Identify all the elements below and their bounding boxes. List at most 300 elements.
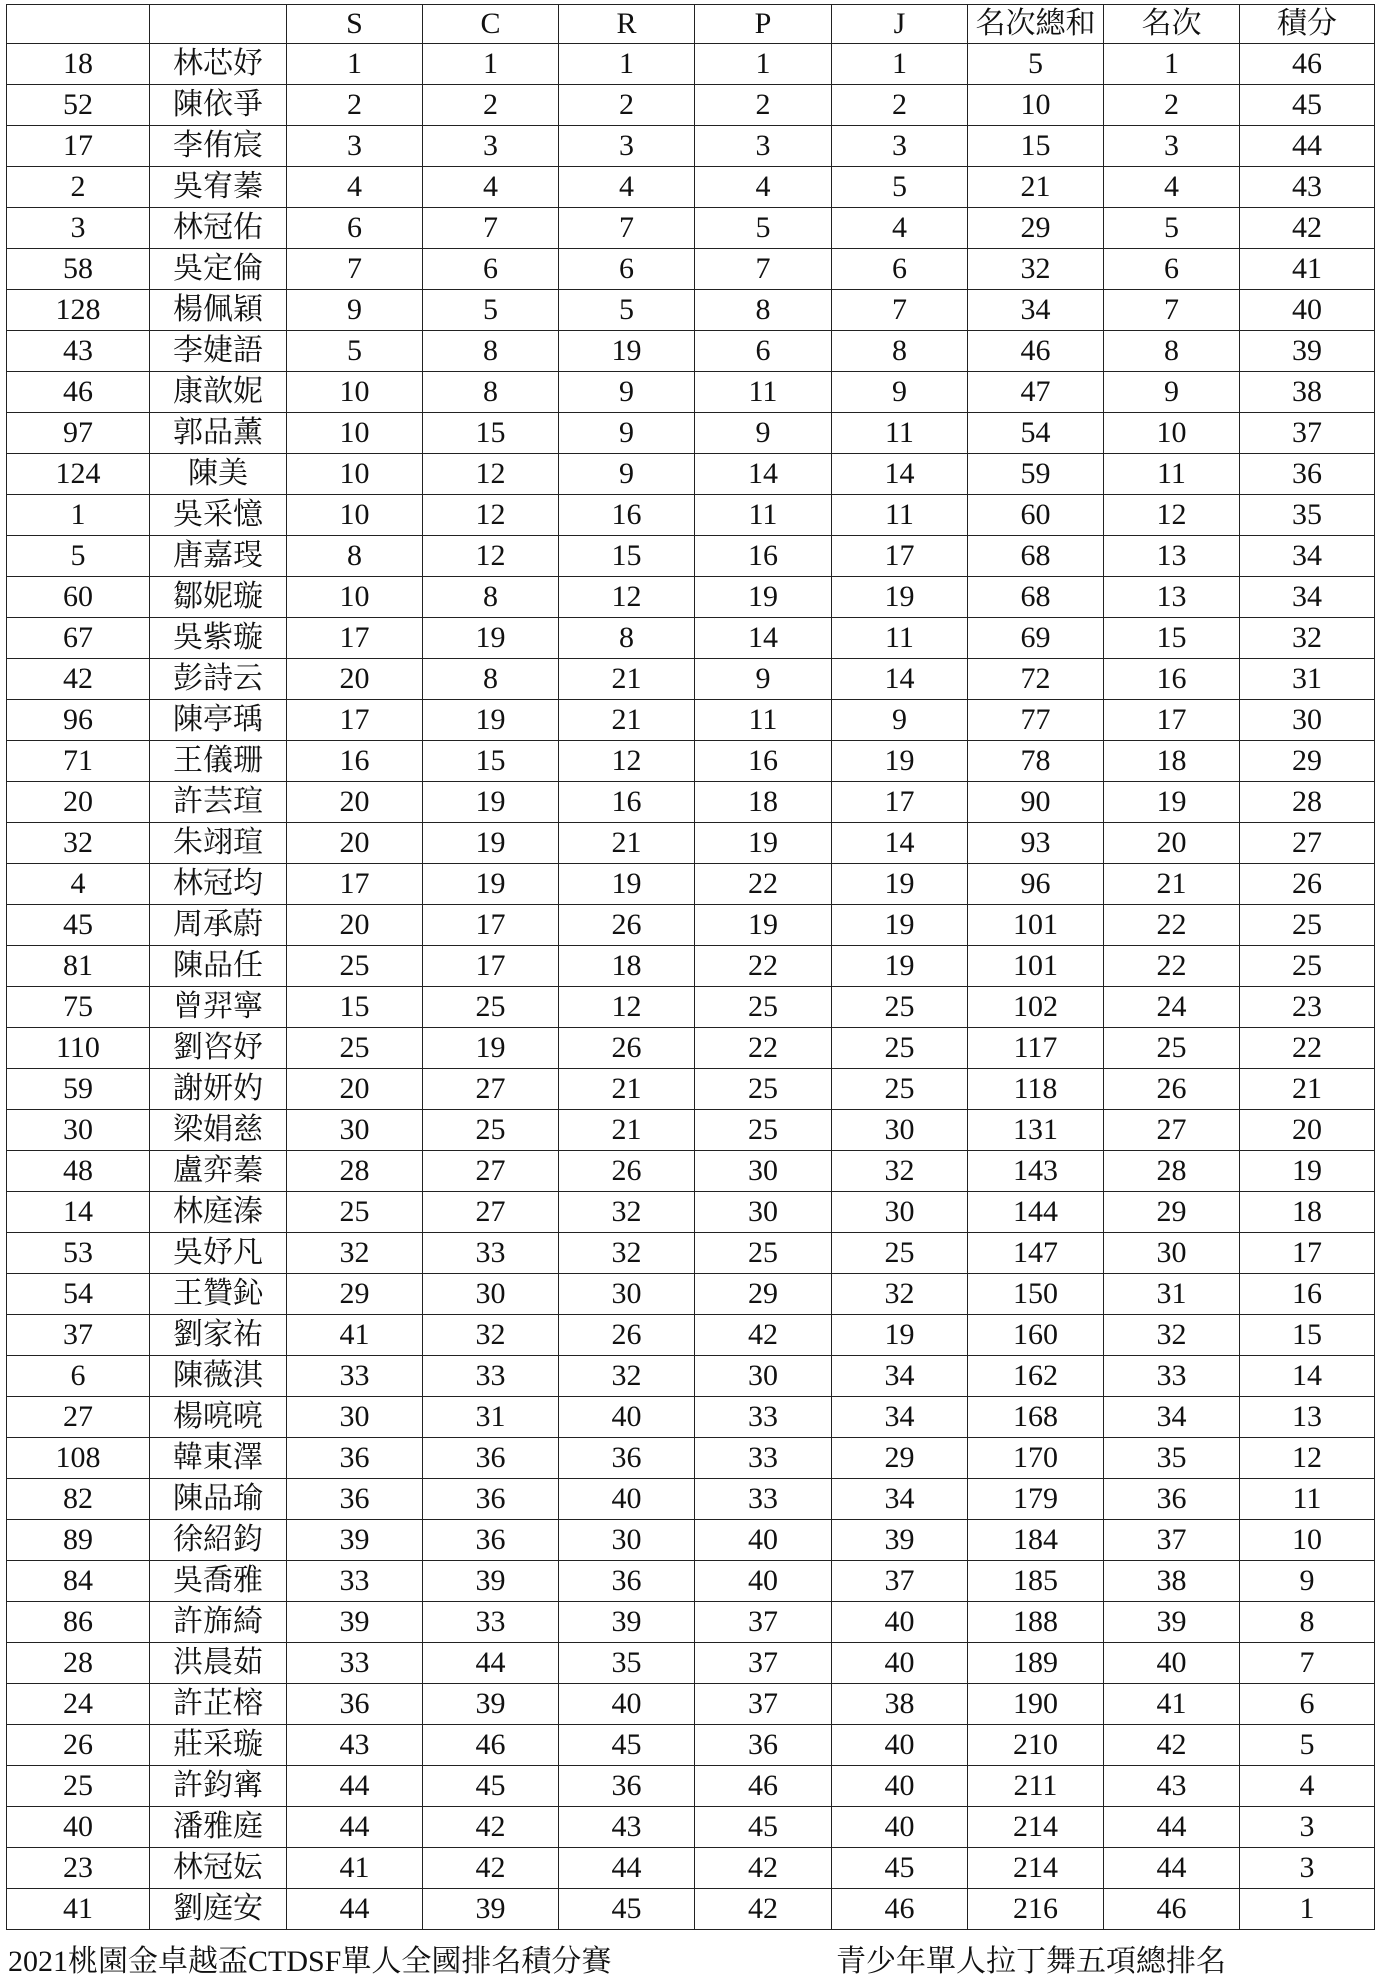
- competitor-number-cell: 2: [7, 167, 150, 208]
- competitor-name-cell: 劉咨妤: [150, 1028, 287, 1069]
- chacha-rank-cell: 15: [423, 413, 559, 454]
- overall-rank-cell: 39: [1104, 1602, 1240, 1643]
- jive-rank-cell: 25: [832, 1028, 968, 1069]
- competitor-name-cell: 林冠妘: [150, 1848, 287, 1889]
- table-row: [7, 1684, 1375, 1725]
- competitor-name-cell: 康歆妮: [150, 372, 287, 413]
- table-row: [7, 372, 1375, 413]
- pasodoble-rank-cell: 6: [695, 331, 832, 372]
- points-cell: 31: [1240, 659, 1375, 700]
- rumba-rank-cell: 4: [559, 167, 695, 208]
- pasodoble-rank-cell: 9: [695, 659, 832, 700]
- competitor-number-cell: 75: [7, 987, 150, 1028]
- samba-rank-cell: 33: [287, 1643, 423, 1684]
- jive-rank-cell: 1: [832, 44, 968, 85]
- jive-rank-cell: 17: [832, 536, 968, 577]
- chacha-rank-cell: 39: [423, 1561, 559, 1602]
- chacha-rank-cell: 6: [423, 249, 559, 290]
- jive-rank-cell: 46: [832, 1889, 968, 1930]
- overall-rank-cell: 16: [1104, 659, 1240, 700]
- header-rank: 名次: [1104, 5, 1240, 44]
- table-header: [7, 5, 1375, 44]
- jive-rank-cell: 25: [832, 1233, 968, 1274]
- rumba-rank-cell: 2: [559, 85, 695, 126]
- table-row: [7, 1274, 1375, 1315]
- rumba-rank-cell: 5: [559, 290, 695, 331]
- pasodoble-rank-cell: 25: [695, 1110, 832, 1151]
- jive-rank-cell: 29: [832, 1438, 968, 1479]
- chacha-rank-cell: 17: [423, 946, 559, 987]
- rumba-rank-cell: 32: [559, 1192, 695, 1233]
- rumba-rank-cell: 40: [559, 1479, 695, 1520]
- samba-rank-cell: 20: [287, 782, 423, 823]
- table-row: [7, 1766, 1375, 1807]
- rank-sum-cell: 90: [968, 782, 1104, 823]
- pasodoble-rank-cell: 37: [695, 1643, 832, 1684]
- points-cell: 3: [1240, 1848, 1375, 1889]
- jive-rank-cell: 11: [832, 618, 968, 659]
- samba-rank-cell: 29: [287, 1274, 423, 1315]
- rank-sum-cell: 117: [968, 1028, 1104, 1069]
- header-rumba: R: [559, 5, 695, 44]
- rank-sum-cell: 189: [968, 1643, 1104, 1684]
- table-row: [7, 659, 1375, 700]
- points-cell: 3: [1240, 1807, 1375, 1848]
- rank-sum-cell: 147: [968, 1233, 1104, 1274]
- rumba-rank-cell: 36: [559, 1766, 695, 1807]
- competitor-number-cell: 108: [7, 1438, 150, 1479]
- page-footer: [8, 1942, 1372, 1982]
- rank-sum-cell: 214: [968, 1807, 1104, 1848]
- competitor-number-cell: 52: [7, 85, 150, 126]
- table-row: [7, 249, 1375, 290]
- competitor-number-cell: 25: [7, 1766, 150, 1807]
- samba-rank-cell: 25: [287, 946, 423, 987]
- jive-rank-cell: 9: [832, 372, 968, 413]
- competitor-number-cell: 18: [7, 44, 150, 85]
- competitor-number-cell: 84: [7, 1561, 150, 1602]
- header-chacha: C: [423, 5, 559, 44]
- samba-rank-cell: 8: [287, 536, 423, 577]
- rumba-rank-cell: 36: [559, 1438, 695, 1479]
- points-cell: 13: [1240, 1397, 1375, 1438]
- pasodoble-rank-cell: 11: [695, 372, 832, 413]
- rank-sum-cell: 34: [968, 290, 1104, 331]
- competitor-name-cell: 吳定倫: [150, 249, 287, 290]
- competitor-name-cell: 莊采璇: [150, 1725, 287, 1766]
- rumba-rank-cell: 19: [559, 864, 695, 905]
- table-row: [7, 126, 1375, 167]
- samba-rank-cell: 17: [287, 864, 423, 905]
- table-row: [7, 1356, 1375, 1397]
- chacha-rank-cell: 7: [423, 208, 559, 249]
- points-cell: 20: [1240, 1110, 1375, 1151]
- points-cell: 17: [1240, 1233, 1375, 1274]
- category-title: 青少年單人拉丁舞五項總排名: [836, 1945, 1226, 1978]
- pasodoble-rank-cell: 46: [695, 1766, 832, 1807]
- pasodoble-rank-cell: 3: [695, 126, 832, 167]
- jive-rank-cell: 39: [832, 1520, 968, 1561]
- samba-rank-cell: 6: [287, 208, 423, 249]
- overall-rank-cell: 29: [1104, 1192, 1240, 1233]
- competitor-number-cell: 81: [7, 946, 150, 987]
- overall-rank-cell: 5: [1104, 208, 1240, 249]
- pasodoble-rank-cell: 8: [695, 290, 832, 331]
- pasodoble-rank-cell: 33: [695, 1397, 832, 1438]
- samba-rank-cell: 36: [287, 1684, 423, 1725]
- samba-rank-cell: 15: [287, 987, 423, 1028]
- overall-rank-cell: 37: [1104, 1520, 1240, 1561]
- competitor-number-cell: 43: [7, 331, 150, 372]
- overall-rank-cell: 13: [1104, 536, 1240, 577]
- chacha-rank-cell: 19: [423, 823, 559, 864]
- competitor-number-cell: 59: [7, 1069, 150, 1110]
- rumba-rank-cell: 45: [559, 1725, 695, 1766]
- competitor-name-cell: 陳亭瑀: [150, 700, 287, 741]
- rumba-rank-cell: 44: [559, 1848, 695, 1889]
- jive-rank-cell: 14: [832, 659, 968, 700]
- overall-rank-cell: 44: [1104, 1848, 1240, 1889]
- points-cell: 4: [1240, 1766, 1375, 1807]
- jive-rank-cell: 19: [832, 1315, 968, 1356]
- rumba-rank-cell: 9: [559, 454, 695, 495]
- competitor-number-cell: 26: [7, 1725, 150, 1766]
- rank-sum-cell: 59: [968, 454, 1104, 495]
- competitor-name-cell: 周承蔚: [150, 905, 287, 946]
- pasodoble-rank-cell: 42: [695, 1848, 832, 1889]
- pasodoble-rank-cell: 11: [695, 700, 832, 741]
- chacha-rank-cell: 5: [423, 290, 559, 331]
- rumba-rank-cell: 21: [559, 823, 695, 864]
- pasodoble-rank-cell: 22: [695, 864, 832, 905]
- jive-rank-cell: 11: [832, 495, 968, 536]
- rumba-rank-cell: 19: [559, 331, 695, 372]
- rank-sum-cell: 96: [968, 864, 1104, 905]
- competitor-number-cell: 41: [7, 1889, 150, 1930]
- competitor-name-cell: 吳喬雅: [150, 1561, 287, 1602]
- pasodoble-rank-cell: 29: [695, 1274, 832, 1315]
- rank-sum-cell: 190: [968, 1684, 1104, 1725]
- competitor-name-cell: 曾羿寧: [150, 987, 287, 1028]
- overall-rank-cell: 35: [1104, 1438, 1240, 1479]
- rumba-rank-cell: 26: [559, 1315, 695, 1356]
- points-cell: 5: [1240, 1725, 1375, 1766]
- pasodoble-rank-cell: 42: [695, 1315, 832, 1356]
- samba-rank-cell: 5: [287, 331, 423, 372]
- chacha-rank-cell: 19: [423, 1028, 559, 1069]
- points-cell: 42: [1240, 208, 1375, 249]
- samba-rank-cell: 1: [287, 44, 423, 85]
- samba-rank-cell: 44: [287, 1889, 423, 1930]
- pasodoble-rank-cell: 14: [695, 454, 832, 495]
- header-row: [7, 5, 1375, 44]
- pasodoble-rank-cell: 16: [695, 536, 832, 577]
- competitor-number-cell: 5: [7, 536, 150, 577]
- samba-rank-cell: 20: [287, 823, 423, 864]
- table-row: [7, 1110, 1375, 1151]
- chacha-rank-cell: 4: [423, 167, 559, 208]
- chacha-rank-cell: 8: [423, 577, 559, 618]
- competitor-name-cell: 潘雅庭: [150, 1807, 287, 1848]
- jive-rank-cell: 17: [832, 782, 968, 823]
- table-row: [7, 905, 1375, 946]
- header-rank-sum: 名次總和: [968, 5, 1104, 44]
- rumba-rank-cell: 21: [559, 1069, 695, 1110]
- rank-sum-cell: 93: [968, 823, 1104, 864]
- overall-rank-cell: 40: [1104, 1643, 1240, 1684]
- jive-rank-cell: 38: [832, 1684, 968, 1725]
- overall-rank-cell: 22: [1104, 905, 1240, 946]
- competitor-number-cell: 128: [7, 290, 150, 331]
- pasodoble-rank-cell: 37: [695, 1684, 832, 1725]
- points-cell: 36: [1240, 454, 1375, 495]
- table-row: [7, 1561, 1375, 1602]
- jive-rank-cell: 8: [832, 331, 968, 372]
- rank-sum-cell: 47: [968, 372, 1104, 413]
- jive-rank-cell: 30: [832, 1110, 968, 1151]
- rank-sum-cell: 68: [968, 577, 1104, 618]
- jive-rank-cell: 19: [832, 946, 968, 987]
- rank-sum-cell: 21: [968, 167, 1104, 208]
- rumba-rank-cell: 3: [559, 126, 695, 167]
- rumba-rank-cell: 26: [559, 1028, 695, 1069]
- jive-rank-cell: 4: [832, 208, 968, 249]
- chacha-rank-cell: 12: [423, 536, 559, 577]
- pasodoble-rank-cell: 4: [695, 167, 832, 208]
- pasodoble-rank-cell: 2: [695, 85, 832, 126]
- table-row: [7, 1028, 1375, 1069]
- table-row: [7, 864, 1375, 905]
- rumba-rank-cell: 6: [559, 249, 695, 290]
- pasodoble-rank-cell: 16: [695, 741, 832, 782]
- table-row: [7, 1643, 1375, 1684]
- header-number: [7, 5, 150, 44]
- rumba-rank-cell: 12: [559, 987, 695, 1028]
- points-cell: 16: [1240, 1274, 1375, 1315]
- table-row: [7, 85, 1375, 126]
- table-row: [7, 44, 1375, 85]
- chacha-rank-cell: 19: [423, 782, 559, 823]
- competitor-number-cell: 1: [7, 495, 150, 536]
- rank-sum-cell: 184: [968, 1520, 1104, 1561]
- competitor-name-cell: 陳薇淇: [150, 1356, 287, 1397]
- table-row: [7, 700, 1375, 741]
- jive-rank-cell: 34: [832, 1479, 968, 1520]
- jive-rank-cell: 19: [832, 864, 968, 905]
- overall-rank-cell: 21: [1104, 864, 1240, 905]
- pasodoble-rank-cell: 5: [695, 208, 832, 249]
- competitor-name-cell: 許旆綺: [150, 1602, 287, 1643]
- competitor-name-cell: 彭詩云: [150, 659, 287, 700]
- pasodoble-rank-cell: 33: [695, 1438, 832, 1479]
- overall-rank-cell: 1: [1104, 44, 1240, 85]
- chacha-rank-cell: 33: [423, 1356, 559, 1397]
- jive-rank-cell: 19: [832, 577, 968, 618]
- competitor-name-cell: 李侑宸: [150, 126, 287, 167]
- rank-sum-cell: 143: [968, 1151, 1104, 1192]
- competitor-number-cell: 23: [7, 1848, 150, 1889]
- competitor-number-cell: 32: [7, 823, 150, 864]
- overall-rank-cell: 30: [1104, 1233, 1240, 1274]
- overall-rank-cell: 20: [1104, 823, 1240, 864]
- pasodoble-rank-cell: 37: [695, 1602, 832, 1643]
- jive-rank-cell: 7: [832, 290, 968, 331]
- overall-rank-cell: 3: [1104, 126, 1240, 167]
- competitor-number-cell: 46: [7, 372, 150, 413]
- samba-rank-cell: 44: [287, 1807, 423, 1848]
- chacha-rank-cell: 36: [423, 1479, 559, 1520]
- table-row: [7, 1602, 1375, 1643]
- header-pasodoble: P: [695, 5, 832, 44]
- pasodoble-rank-cell: 36: [695, 1725, 832, 1766]
- rumba-rank-cell: 12: [559, 741, 695, 782]
- table-row: [7, 495, 1375, 536]
- competitor-name-cell: 陳品瑜: [150, 1479, 287, 1520]
- competitor-name-cell: 梁娟慈: [150, 1110, 287, 1151]
- pasodoble-rank-cell: 40: [695, 1561, 832, 1602]
- competitor-name-cell: 盧弈蓁: [150, 1151, 287, 1192]
- rumba-rank-cell: 26: [559, 905, 695, 946]
- pasodoble-rank-cell: 40: [695, 1520, 832, 1561]
- competitor-number-cell: 82: [7, 1479, 150, 1520]
- points-cell: 26: [1240, 864, 1375, 905]
- points-cell: 41: [1240, 249, 1375, 290]
- samba-rank-cell: 20: [287, 905, 423, 946]
- competitor-name-cell: 洪晨茹: [150, 1643, 287, 1684]
- rank-sum-cell: 131: [968, 1110, 1104, 1151]
- points-cell: 45: [1240, 85, 1375, 126]
- chacha-rank-cell: 8: [423, 331, 559, 372]
- samba-rank-cell: 36: [287, 1438, 423, 1479]
- table-row: [7, 987, 1375, 1028]
- samba-rank-cell: 39: [287, 1602, 423, 1643]
- chacha-rank-cell: 19: [423, 700, 559, 741]
- table-row: [7, 1151, 1375, 1192]
- pasodoble-rank-cell: 19: [695, 905, 832, 946]
- pasodoble-rank-cell: 22: [695, 1028, 832, 1069]
- points-cell: 34: [1240, 536, 1375, 577]
- table-row: [7, 1848, 1375, 1889]
- pasodoble-rank-cell: 45: [695, 1807, 832, 1848]
- rank-sum-cell: 185: [968, 1561, 1104, 1602]
- competitor-number-cell: 97: [7, 413, 150, 454]
- jive-rank-cell: 9: [832, 700, 968, 741]
- samba-rank-cell: 3: [287, 126, 423, 167]
- rumba-rank-cell: 40: [559, 1684, 695, 1725]
- chacha-rank-cell: 46: [423, 1725, 559, 1766]
- table-row: [7, 577, 1375, 618]
- rumba-rank-cell: 32: [559, 1233, 695, 1274]
- overall-rank-cell: 31: [1104, 1274, 1240, 1315]
- competitor-name-cell: 許鈞寗: [150, 1766, 287, 1807]
- rumba-rank-cell: 16: [559, 495, 695, 536]
- samba-rank-cell: 25: [287, 1028, 423, 1069]
- rank-sum-cell: 60: [968, 495, 1104, 536]
- pasodoble-rank-cell: 25: [695, 1233, 832, 1274]
- jive-rank-cell: 40: [832, 1643, 968, 1684]
- rumba-rank-cell: 9: [559, 372, 695, 413]
- rumba-rank-cell: 1: [559, 44, 695, 85]
- competitor-name-cell: 王贊鈊: [150, 1274, 287, 1315]
- chacha-rank-cell: 42: [423, 1848, 559, 1889]
- competitor-number-cell: 45: [7, 905, 150, 946]
- points-cell: 38: [1240, 372, 1375, 413]
- overall-rank-cell: 17: [1104, 700, 1240, 741]
- rank-sum-cell: 211: [968, 1766, 1104, 1807]
- samba-rank-cell: 33: [287, 1356, 423, 1397]
- competitor-number-cell: 20: [7, 782, 150, 823]
- jive-rank-cell: 32: [832, 1274, 968, 1315]
- overall-rank-cell: 15: [1104, 618, 1240, 659]
- competitor-name-cell: 韓東澤: [150, 1438, 287, 1479]
- points-cell: 44: [1240, 126, 1375, 167]
- competitor-name-cell: 楊佩穎: [150, 290, 287, 331]
- chacha-rank-cell: 33: [423, 1233, 559, 1274]
- ranking-table: [6, 4, 1375, 1930]
- overall-rank-cell: 28: [1104, 1151, 1240, 1192]
- rumba-rank-cell: 36: [559, 1561, 695, 1602]
- pasodoble-rank-cell: 19: [695, 823, 832, 864]
- rank-sum-cell: 101: [968, 905, 1104, 946]
- table-row: [7, 823, 1375, 864]
- jive-rank-cell: 25: [832, 1069, 968, 1110]
- chacha-rank-cell: 36: [423, 1520, 559, 1561]
- rumba-rank-cell: 7: [559, 208, 695, 249]
- table-body: [7, 44, 1375, 1930]
- pasodoble-rank-cell: 30: [695, 1192, 832, 1233]
- overall-rank-cell: 24: [1104, 987, 1240, 1028]
- overall-rank-cell: 32: [1104, 1315, 1240, 1356]
- competitor-number-cell: 86: [7, 1602, 150, 1643]
- chacha-rank-cell: 45: [423, 1766, 559, 1807]
- samba-rank-cell: 17: [287, 618, 423, 659]
- samba-rank-cell: 20: [287, 659, 423, 700]
- points-cell: 25: [1240, 905, 1375, 946]
- table-row: [7, 454, 1375, 495]
- jive-rank-cell: 6: [832, 249, 968, 290]
- pasodoble-rank-cell: 11: [695, 495, 832, 536]
- rank-sum-cell: 170: [968, 1438, 1104, 1479]
- chacha-rank-cell: 12: [423, 495, 559, 536]
- points-cell: 39: [1240, 331, 1375, 372]
- points-cell: 7: [1240, 1643, 1375, 1684]
- competitor-name-cell: 徐紹鈞: [150, 1520, 287, 1561]
- competitor-number-cell: 14: [7, 1192, 150, 1233]
- competitor-name-cell: 唐嘉琝: [150, 536, 287, 577]
- pasodoble-rank-cell: 25: [695, 987, 832, 1028]
- overall-rank-cell: 36: [1104, 1479, 1240, 1520]
- table-row: [7, 618, 1375, 659]
- rank-sum-cell: 162: [968, 1356, 1104, 1397]
- chacha-rank-cell: 27: [423, 1069, 559, 1110]
- samba-rank-cell: 17: [287, 700, 423, 741]
- samba-rank-cell: 30: [287, 1397, 423, 1438]
- rumba-rank-cell: 18: [559, 946, 695, 987]
- competitor-name-cell: 林芯妤: [150, 44, 287, 85]
- table-row: [7, 1069, 1375, 1110]
- header-name: [150, 5, 287, 44]
- points-cell: 23: [1240, 987, 1375, 1028]
- samba-rank-cell: 16: [287, 741, 423, 782]
- pasodoble-rank-cell: 42: [695, 1889, 832, 1930]
- rumba-rank-cell: 39: [559, 1602, 695, 1643]
- points-cell: 35: [1240, 495, 1375, 536]
- rank-sum-cell: 10: [968, 85, 1104, 126]
- table-row: [7, 1397, 1375, 1438]
- rumba-rank-cell: 12: [559, 577, 695, 618]
- rumba-rank-cell: 35: [559, 1643, 695, 1684]
- chacha-rank-cell: 12: [423, 454, 559, 495]
